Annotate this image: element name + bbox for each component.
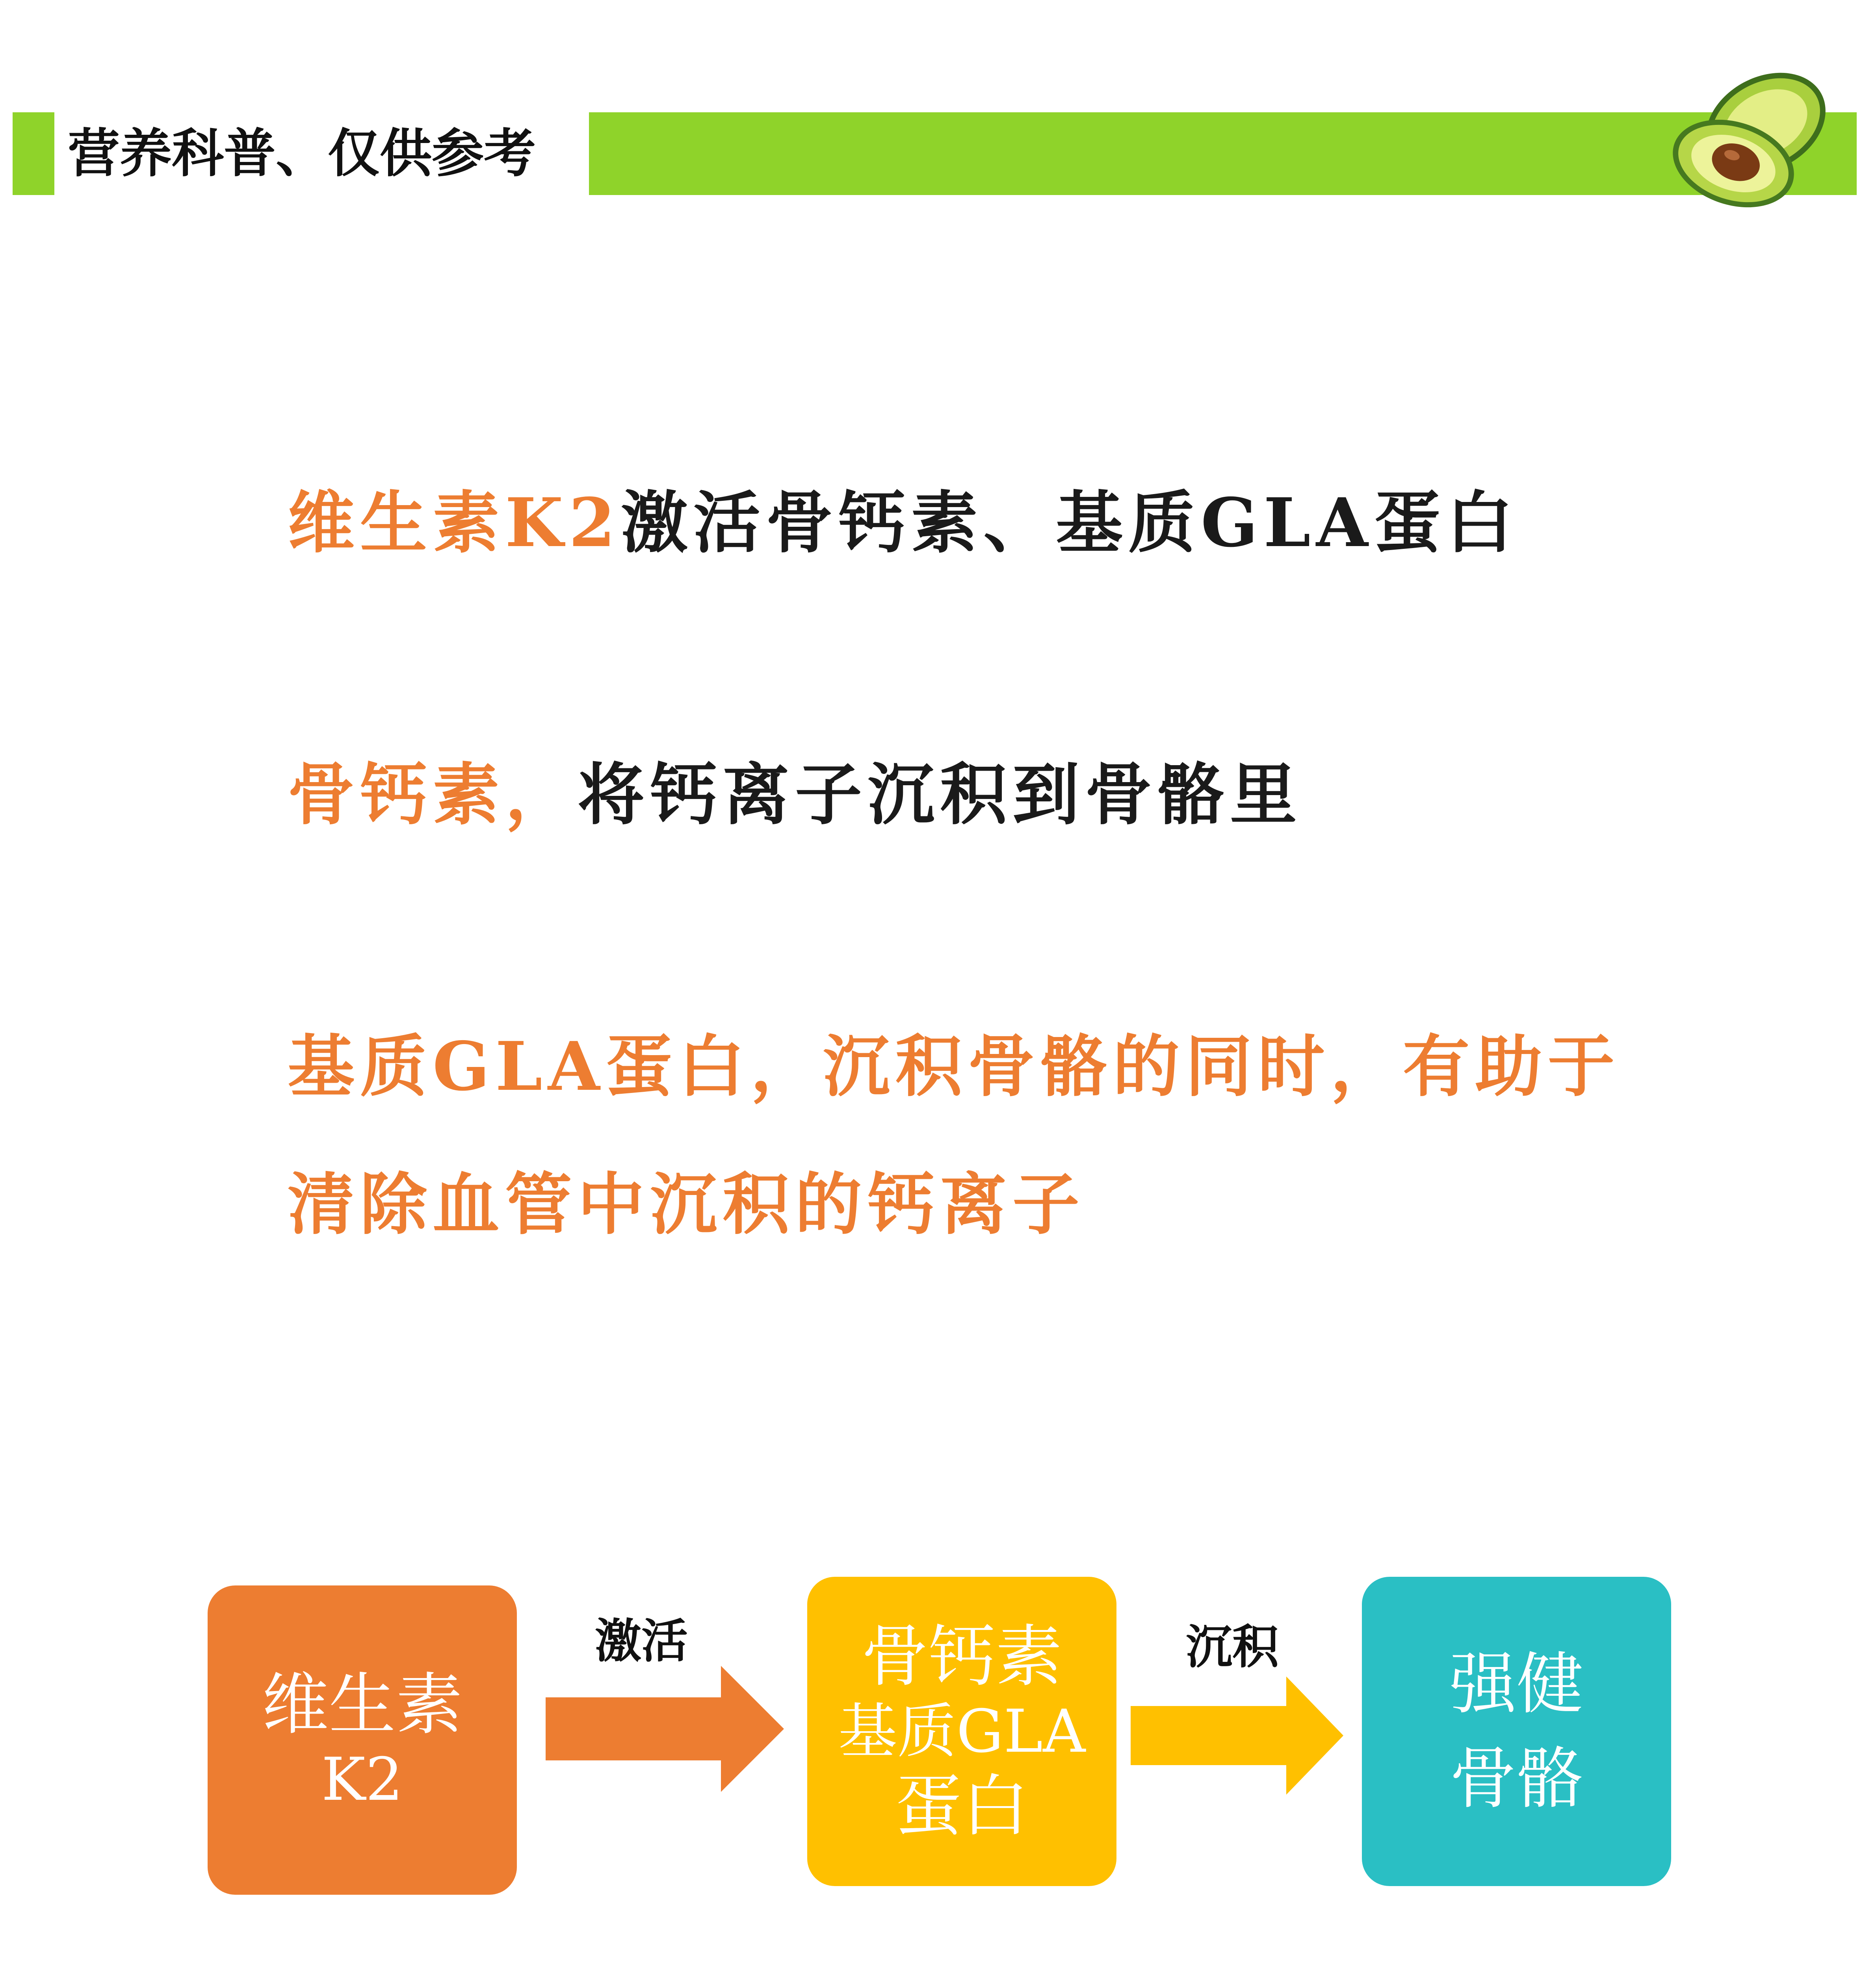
flow-box-vitamin-k2 — [208, 1585, 517, 1895]
arrow2-label: 沉积 — [1186, 1619, 1279, 1674]
text-line-4: 清除血管中沉积的钙离子 — [288, 1165, 1085, 1244]
flow-box-osteocalcin — [807, 1577, 1116, 1886]
text-line-2 — [288, 741, 1302, 837]
box1-line2: K2 — [321, 1745, 403, 1814]
line1-rest: 激活骨钙素、基质GLA蛋白 — [621, 483, 1519, 562]
header-gap — [54, 112, 65, 195]
flow-box-strong-bones — [1362, 1577, 1671, 1886]
arrow1-label: 激活 — [595, 1613, 688, 1668]
highlight-osteocalcin: 骨钙素， — [288, 755, 578, 834]
highlight-k2: 维生素K2 — [288, 483, 621, 562]
avocado-icon — [1666, 63, 1832, 213]
line2-rest: 将钙离子沉积到骨骼里 — [578, 755, 1303, 834]
box1-line1: 维生素 — [262, 1665, 463, 1744]
header-title: 营养科普、仅供参考 — [68, 123, 536, 184]
box3-line1: 强健 — [1449, 1645, 1584, 1723]
arrow-right-icon — [546, 1666, 784, 1792]
text-line-1 — [288, 469, 1519, 565]
box3-line2: 骨骼 — [1449, 1740, 1584, 1818]
arrow-right-icon — [1131, 1676, 1343, 1795]
box2-line2: 基质GLA — [838, 1697, 1086, 1766]
text-line-3: 基质GLA蛋白，沉积骨骼的同时，有助于 — [288, 1027, 1620, 1106]
header-accent-stub — [13, 112, 54, 195]
box2-line1: 骨钙素 — [861, 1617, 1062, 1696]
box2-line3: 蛋白 — [895, 1767, 1029, 1845]
